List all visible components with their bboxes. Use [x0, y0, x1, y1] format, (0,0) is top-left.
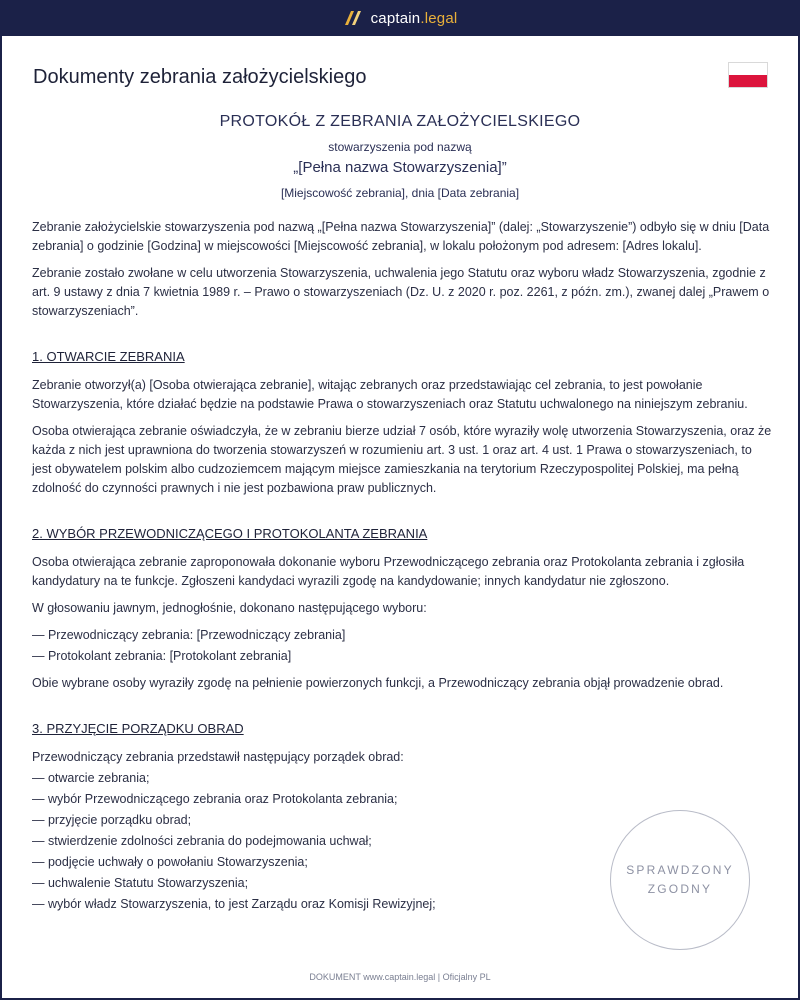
- poland-flag-icon: [728, 62, 768, 88]
- list-item: — Przewodniczący zebrania: [Przewodniczący zebrania]: [32, 628, 346, 642]
- protocol-title: PROTOKÓŁ Z ZEBRANIA ZAŁOŻYCIELSKIEGO: [219, 113, 581, 130]
- list-item: — stwierdzenie zdolności zebrania do podejmowania uchwał;: [32, 834, 372, 848]
- intro-paragraph: Zebranie zostało zwołane w celu utworzenia Stowarzyszenia, uchwalenia jego Statutu oraz wyboru władz Stowarzyszenia, zgodnie z art. 9 ustawy z dnia 7 kwietnia 1989 r. – Prawo o stowarzyszeniach (Dz. U. z 2020 r. poz. 2261, z późn. zm.), zwanej dalej „Prawem o stowarzyszeniach”.: [32, 266, 770, 318]
- list-item: — wybór Przewodniczącego zebrania oraz Protokolanta zebrania;: [32, 792, 398, 806]
- section-paragraph: Osoba otwierająca zebranie zaproponowała dokonanie wyboru Przewodniczącego zebrania oraz Protokolanta zebrania i zgłosiła kandydatury na te funkcje. Zgłoszeni kandydaci wyrazili zgodę na kandydowanie; innych kandydatur nie zgłoszono.: [32, 555, 745, 588]
- association-name: „[Pełna nazwa Stowarzyszenia]”: [293, 159, 507, 176]
- section-heading-election: 2. WYBÓR PRZEWODNICZĄCEGO I PROTOKOLANTA ZEBRANIA: [32, 526, 428, 541]
- brand-name: captain.legal: [370, 9, 458, 27]
- section-paragraph: Przewodniczący zebrania przedstawił następujący porządek obrad:: [32, 750, 404, 764]
- protocol-subtitle: stowarzyszenia pod nazwą: [328, 140, 472, 154]
- stamp-line: SPRAWDZONY: [626, 863, 734, 877]
- list-item: — wybór władz Stowarzyszenia, to jest Zarządu oraz Komisji Rewizyjnej;: [32, 897, 436, 911]
- stamp-line: ZGODNY: [647, 882, 713, 896]
- page-footer: DOKUMENT www.captain.legal | Oficjalny PL: [309, 972, 491, 982]
- section-paragraph: Osoba otwierająca zebranie oświadczyła, że w zebraniu bierze udział 7 osób, które wyraziły wolę utworzenia Stowarzyszenia, oraz że każda z nich jest uprawniona do tworzenia stowarzyszeń w rozumieniu art. 3 ust. 1 oraz art. 4 ust. 1 Prawa o stowarzyszeniach, to jest obywatelem polskim albo cudzoziemcem mającym miejsce zamieszkania na terytorium Rzeczypospolitej Polskiej, ma pełną zdolność do czynności prawnych i nie jest pozbawiona praw publicznych.: [32, 424, 772, 495]
- page-title: Dokumenty zebrania założycielskiego: [33, 66, 367, 88]
- section-paragraph: Obie wybrane osoby wyraziły zgodę na pełnienie powierzonych funkcji, a Przewodniczący zebrania objął prowadzenie obrad.: [32, 676, 724, 690]
- section-heading-opening: 1. OTWARCIE ZEBRANIA: [32, 349, 185, 364]
- section-paragraph: Zebranie otworzył(a) [Osoba otwierająca zebranie], witając zebranych oraz przedstawiając cel zebrania, to jest powołanie Stowarzyszenia, które działać będzie na podstawie Prawa o stowarzyszeniach oraz Statutu uchwalonego na niniejszym zebraniu.: [32, 378, 748, 411]
- list-item: — otwarcie zebrania;: [32, 771, 150, 785]
- document-page: [2, 36, 798, 998]
- list-item: — uchwalenie Statutu Stowarzyszenia;: [32, 876, 249, 890]
- list-item: — podjęcie uchwały o powołaniu Stowarzyszenia;: [32, 855, 308, 869]
- list-item: — Protokolant zebrania: [Protokolant zebrania]: [32, 649, 292, 663]
- captain-legal-logo-mark-icon: [343, 9, 363, 27]
- intro-paragraph: Zebranie założycielskie stowarzyszenia pod nazwą „[Pełna nazwa Stowarzyszenia]” (dalej: „Stowarzyszenie”) odbyło się w dniu [Data zebrania] o godzinie [Godzina] w miejscowości [Miejscowość zebrania], w lokalu położonym pod adresem: [Adres lokalu].: [32, 220, 770, 253]
- top-bar: [0, 0, 800, 36]
- document-body: [32, 218, 772, 916]
- verified-stamp: [610, 810, 750, 950]
- brand-logo[interactable]: [343, 9, 458, 27]
- section-heading-agenda: 3. PRZYJĘCIE PORZĄDKU OBRAD: [32, 721, 244, 736]
- section-paragraph: W głosowaniu jawnym, jednogłośnie, dokonano następującego wyboru:: [32, 601, 427, 615]
- list-item: — przyjęcie porządku obrad;: [32, 813, 192, 827]
- place-and-date: [Miejscowość zebrania], dnia [Data zebrania]: [280, 186, 520, 200]
